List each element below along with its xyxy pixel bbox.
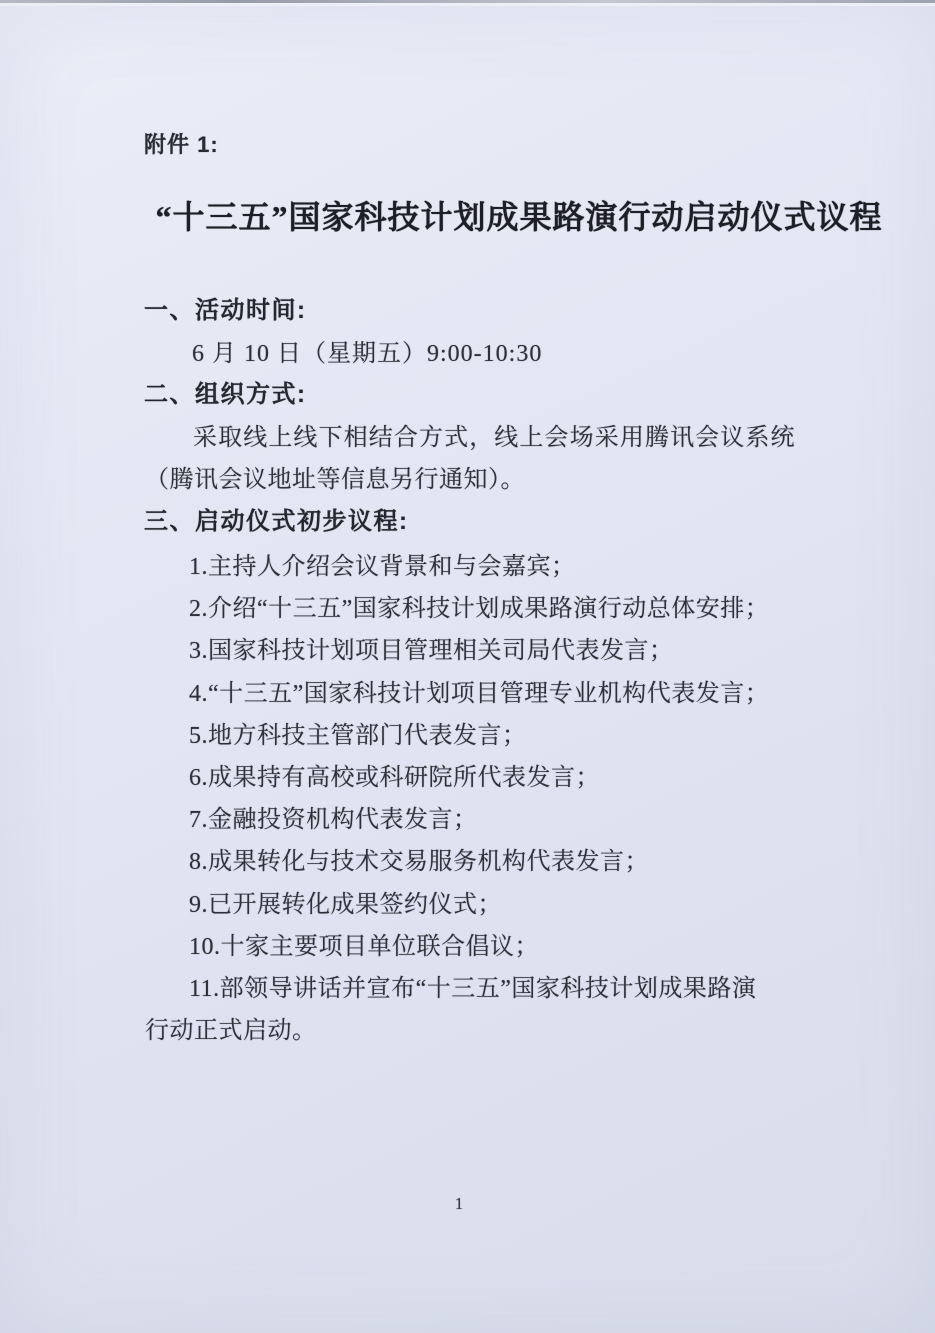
agenda-list — [145, 546, 857, 1052]
section-time-value: 6 月 10 日（星期五）9:00-10:30 — [192, 341, 543, 367]
agenda-item-6: 6.成果持有高校或科研院所代表发言； — [189, 765, 600, 792]
agenda-item-10: 10.十家主要项目单位联合倡议； — [189, 933, 539, 960]
agenda-item-2: 2.介绍“十三五”国家科技计划成果路演行动总体安排； — [189, 596, 770, 623]
agenda-item-7: 7.金融投资机构代表发言； — [189, 807, 478, 834]
page-top-edge-highlight — [0, 3, 935, 6]
section-time-heading: 一、活动时间: — [144, 297, 307, 324]
section-format-paragraph: 采取线上线下相结合方式，线上会场采用腾讯会议系统（腾讯会议地址等信息另行通知）。 — [145, 425, 795, 493]
section-agenda-heading: 三、启动仪式初步议程: — [144, 508, 409, 535]
agenda-item-8: 8.成果转化与技术交易服务机构代表发言； — [189, 849, 649, 876]
page-number: 1 — [454, 1194, 464, 1213]
attachment-label: 附件 1: — [144, 132, 219, 157]
agenda-item-5: 5.地方科技主管部门代表发言； — [189, 722, 527, 749]
agenda-item-3: 3.国家科技计划项目管理相关司局代表发言； — [189, 638, 674, 665]
section-format-heading: 二、组织方式: — [144, 381, 307, 408]
document-title: “十三五”国家科技计划成果路演行动启动仪式议程 — [155, 199, 883, 235]
agenda-item-1: 1.主持人介绍会议背景和与会嘉宾； — [189, 554, 576, 580]
agenda-item-4: 4.“十三五”国家科技计划项目管理专业机构代表发言； — [189, 680, 770, 707]
agenda-item-9: 9.已开展转化成果签约仪式； — [189, 891, 502, 918]
agenda-item-11: 11.部领导讲话并宣布“十三五”国家科技计划成果路演行动正式启动。 — [145, 976, 757, 1045]
